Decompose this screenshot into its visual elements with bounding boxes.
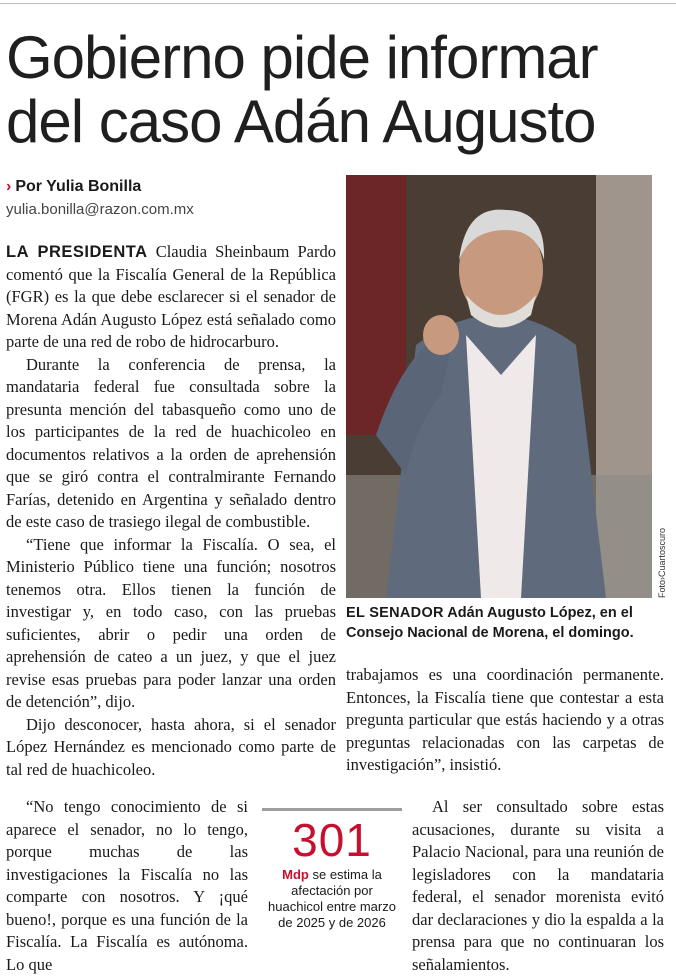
paragraph-5: “No tengo conocimiento de si aparece el senador, no lo tengo, porque muchas de las investigaciones la Fiscalía no las comparte con nosotros. Y ¡qué bueno!, porque es una función de la Fiscalía. La Fiscalía es autónoma. Lo que — [6, 797, 248, 974]
top-rule — [0, 3, 676, 4]
stat-description: Mdp se estima la afectación por huachicol entre marzo de 2025 y de 2026 — [268, 867, 396, 930]
paragraph-2: Durante la conferencia de prensa, la mandataria federal fue consultada sobre la presunta mención del tabasqueño como uno de los participantes de la red de huachicoleo en documentos relativos a la orden de aprehensión que se giró contra el contralmirante Fernando Farías, detenido en Argentina y señalado dentro de este caso de trasiego ilegal de combustible. — [6, 354, 336, 531]
lead-in: LA PRESIDENTA — [6, 243, 148, 261]
stat-unit: Mdp — [282, 867, 309, 882]
chevron-right-icon: › — [6, 178, 12, 195]
stat-number: 301 — [292, 814, 372, 866]
paragraph-4: Dijo desconocer, hasta ahora, si el senador López Hernández es mencionado como parte de tal red de huachicoleo. — [6, 714, 336, 779]
author-name: Por Yulia Bonilla — [15, 178, 142, 195]
headline: Gobierno pide informar del caso Adán Augusto — [6, 24, 598, 155]
senator-photo — [346, 175, 652, 598]
paragraph-3: “Tiene que informar la Fiscalía. O sea, el Ministerio Público tiene una función; nosotros tenemos otra. Ellos tienen la función de investigar y, en todo caso, con las pruebas suficientes, abrir o pedir una orden de aprehensión de cateo a un juez, y que el juez revise esas pruebas para poder lanzar una orden de detención”, dijo. — [6, 534, 336, 711]
caption-text: Adán Augusto López, en el Consejo Nacional de Morena, el domingo. — [346, 605, 634, 641]
stat-rule — [262, 808, 402, 811]
author-email[interactable]: yulia.bonilla@razon.com.mx — [6, 201, 194, 218]
paragraph-5-continued: trabajamos es una coordinación permanente. Entonces, la Fiscalía tiene que contestar a esta pregunta particular que estás haciendo y a otras preguntas relacionadas con las carpetas de investigación”, insistió. — [346, 665, 664, 774]
photo-illustration — [346, 175, 652, 598]
byline — [6, 178, 141, 196]
photo-caption — [346, 603, 664, 643]
article-column-left-bottom — [6, 796, 248, 976]
paragraph-1: LA PRESIDENTA Claudia Sheinbaum Pardo comentó que la Fiscalía General de la República (FGR) es la que debe esclarecer si el senador de Morena Adán Augusto López está señalado como parte de una red de robo de hidrocarburo. — [6, 242, 337, 351]
article-column-right — [346, 664, 664, 777]
article-column-right-bottom — [412, 796, 664, 976]
caption-lead: EL SENADOR — [346, 605, 444, 621]
photo-credit: Foto›Cuartoscuro — [657, 527, 667, 598]
paragraph-6: Al ser consultado sobre estas acusaciones, durante su visita a Palacio Nacional, para una reunión de legisladores con la mandataria federal, el senador morenista evitó dar declaraciones y dio la espalda a la prensa para que no continuaran los señalamientos. — [412, 797, 664, 974]
stat-callout — [262, 808, 402, 948]
article-column-left — [6, 241, 336, 781]
